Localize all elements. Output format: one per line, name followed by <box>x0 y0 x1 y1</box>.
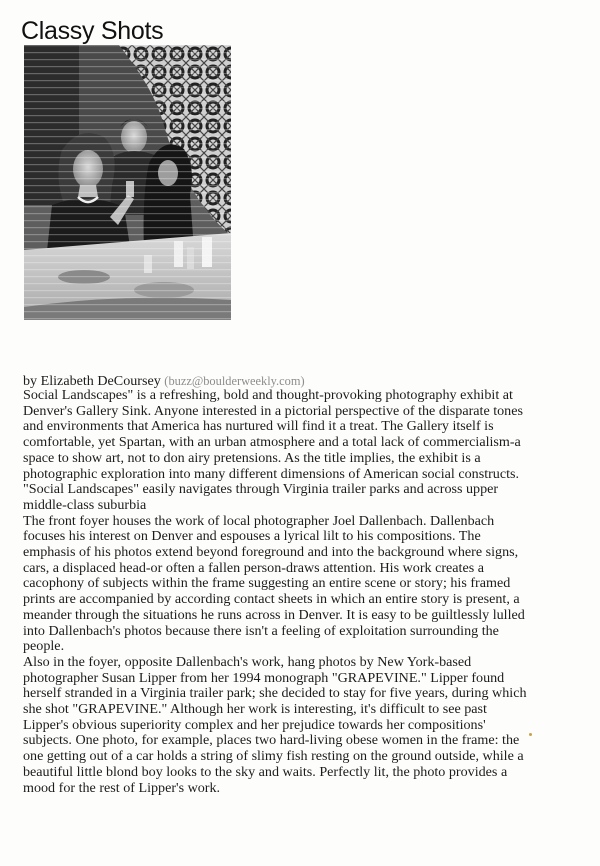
text-line: Social Landscapes" is a refreshing, bold and thought-provoking photography exhibit at <box>23 387 513 403</box>
text-line: photographic exploration into many different dimensions of American social constructs. <box>23 465 520 482</box>
text-line: people. <box>23 638 65 655</box>
page-title: Classy Shots <box>21 17 164 45</box>
text-line: herself stranded in a Virginia trailer park; she decided to stay for five years, during which <box>23 685 527 702</box>
text-line: comfortable, yet Spartan, with an urban atmosphere and a total lack of commercialism-a <box>23 434 521 451</box>
text-line: Lipper's obvious superiority complex and her prejudice towards her compositions' <box>23 716 486 733</box>
author-email: (buzz@boulderweekly.com) <box>164 374 305 388</box>
text-line: beautiful little blond boy looks to the sky and waits. Perfectly lit, the photo provides a <box>23 763 508 780</box>
text-line: cacophony of subjects within the frame suggesting an entire scene or story; his framed <box>23 575 511 592</box>
article-photo <box>24 45 231 320</box>
text-line: into Dallenbach's photos because there isn't a feeling of exploitation surrounding the <box>23 622 499 639</box>
text-line: cars, a displaced head-or often a fallen person-draws attention. His work creates a <box>23 559 484 576</box>
text-line: space to show art, not to don airy pretensions. As the title implies, the exhibit is a <box>23 449 481 466</box>
text-line: "Social Landscapes" easily navigates through Virginia trailer parks and across upper <box>23 481 499 498</box>
text-line: The front foyer houses the work of local photographer Joel Dallenbach. Dallenbach <box>23 512 495 529</box>
text-line: emphasis of his photos extend beyond foreground and into the background where signs, <box>23 544 519 561</box>
text-line: meander through the situations he runs across in Denver. It is easy to be guiltlessly lulled <box>23 606 525 623</box>
article-body <box>23 388 583 796</box>
author-email-address: buzz@boulderweekly.com <box>168 374 301 388</box>
text-line: photographer Susan Lipper from her 1994 monograph "GRAPEVINE." Lipper found <box>23 669 505 686</box>
article-paragraph <box>23 514 583 655</box>
text-line: Denver's Gallery Sink. Anyone interested in a pictorial perspective of the disparate tones <box>23 402 523 419</box>
scan-speck <box>529 733 532 736</box>
byline-author: by Elizabeth DeCoursey <box>23 373 161 389</box>
text-line: focuses his interest on Denver and espouses a lyrical lilt to his compositions. The <box>23 528 481 545</box>
text-line: one getting out of a car holds a string of slimy fish resting on the ground outside, while a <box>23 748 524 765</box>
text-line: prints are accompanied by according contact sheets in which an entire story is present, a <box>23 591 520 608</box>
text-line: subjects. One photo, for example, places two hard-living obese women in the frame: the <box>23 732 520 749</box>
party-photo-illustration <box>24 45 231 320</box>
text-line: Also in the foyer, opposite Dallenbach's work, hang photos by New York-based <box>23 653 472 670</box>
text-line: mood for the rest of Lipper's work. <box>23 779 221 796</box>
text-line: and environments that America has nurtured will find it a treat. The Gallery itself is <box>23 418 494 435</box>
article-paragraph <box>23 388 583 514</box>
text-line: middle-class suburbia <box>23 496 147 513</box>
article-paragraph <box>23 655 583 796</box>
text-line: she shot "GRAPEVINE." Although her work is interesting, it's difficult to see past <box>23 701 487 718</box>
